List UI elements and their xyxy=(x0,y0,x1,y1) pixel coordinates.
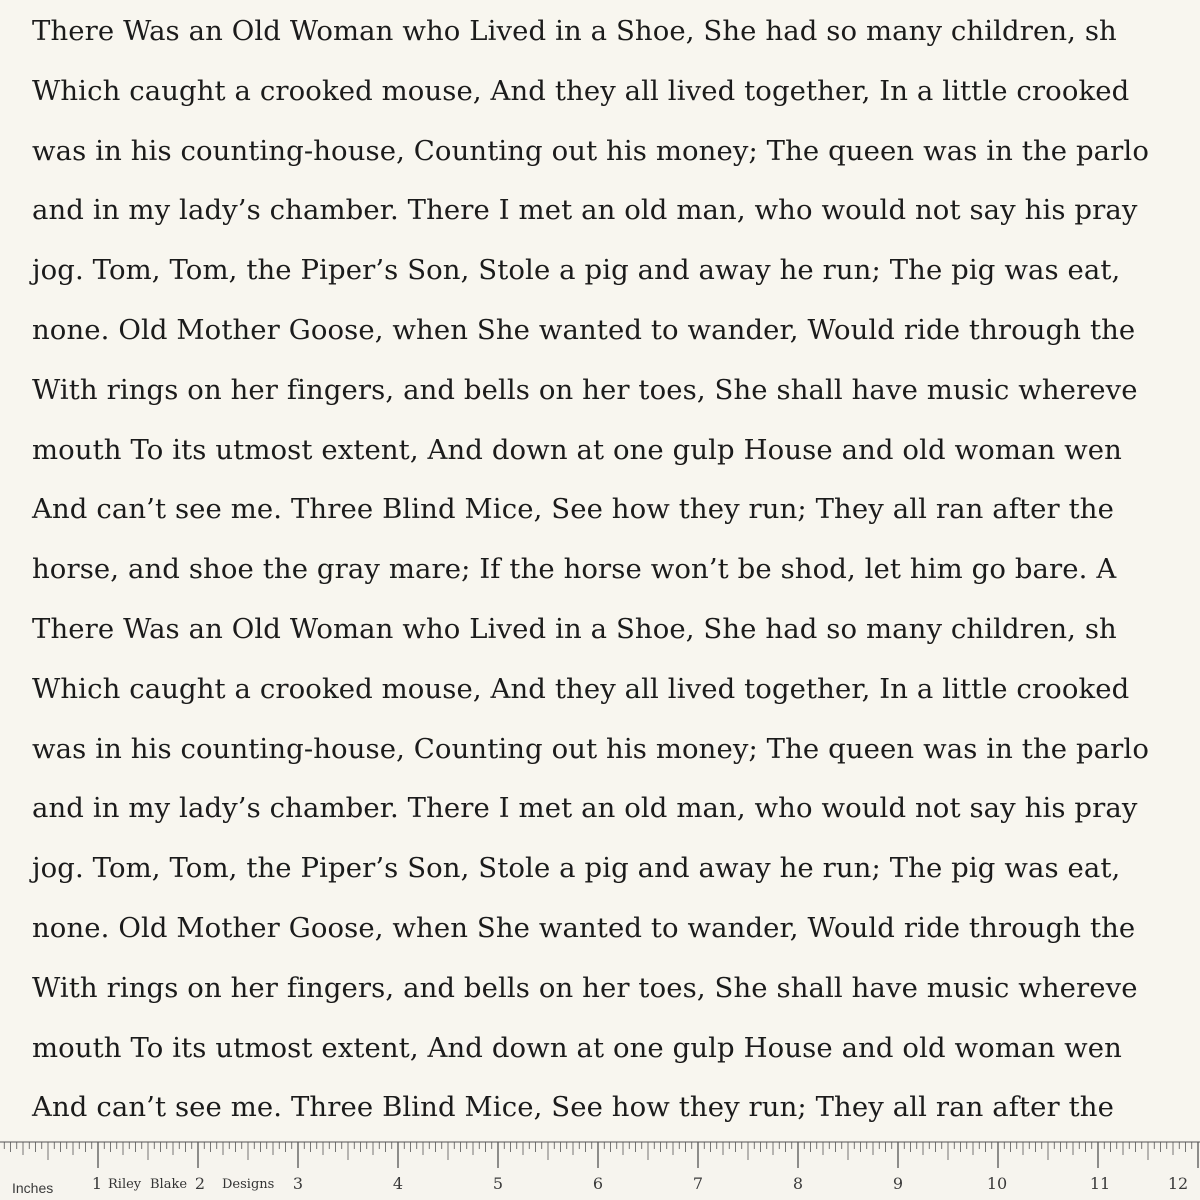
text-line: jog. Tom, Tom, the Piper’s Son, Stole a pig and away he run; The pig was eat, xyxy=(32,852,1121,885)
text-line: There Was an Old Woman who Lived in a Shoe, She had so many children, sh xyxy=(32,15,1117,47)
text-line: Which caught a crooked mouse, And they all lived together, In a little crooked xyxy=(32,74,1130,107)
measuring-ruler xyxy=(0,1140,1200,1200)
text-line: With rings on her fingers, and bells on her toes, She shall have music whereve xyxy=(32,971,1138,1004)
brand-word-blake: Blake xyxy=(150,1177,188,1192)
text-line: none. Old Mother Goose, when She wanted to wander, Would ride through the xyxy=(32,912,1136,944)
ruler-number-12: 12 xyxy=(1167,1174,1189,1193)
ruler-number-11: 11 xyxy=(1089,1174,1111,1193)
ruler-number-3: 3 xyxy=(292,1174,304,1193)
text-line: mouth To its utmost extent, And down at one gulp House and old woman wen xyxy=(32,1031,1122,1064)
ruler-number-4: 4 xyxy=(392,1174,404,1193)
text-line: With rings on her fingers, and bells on her toes, She shall have music whereve xyxy=(32,373,1138,406)
ruler-number-1: 1 xyxy=(91,1174,103,1193)
ruler-number-2: 2 xyxy=(194,1174,206,1193)
text-line: was in his counting-house, Counting out his money; The queen was in the parlo xyxy=(32,134,1149,167)
ruler-number-7: 7 xyxy=(692,1174,704,1193)
ruler-number-5: 5 xyxy=(492,1174,504,1193)
text-line: none. Old Mother Goose, when She wanted to wander, Would ride through the xyxy=(32,314,1136,346)
text-line: mouth To its utmost extent, And down at one gulp House and old woman wen xyxy=(32,433,1122,466)
text-line: jog. Tom, Tom, the Piper’s Son, Stole a pig and away he run; The pig was eat, xyxy=(32,254,1121,287)
brand-word-designs: Designs xyxy=(222,1177,275,1192)
text-line: was in his counting-house, Counting out his money; The queen was in the parlo xyxy=(32,732,1149,765)
ruler-number-6: 6 xyxy=(592,1174,604,1193)
brand-word-riley: Riley xyxy=(108,1177,142,1192)
ruler-number-10: 10 xyxy=(986,1174,1008,1193)
text-line: and in my lady’s chamber. There I met an old man, who would not say his pray xyxy=(32,194,1138,227)
text-line: horse, and shoe the gray mare; If the horse won’t be shod, let him go bare. A xyxy=(32,553,1117,586)
ruler-unit-label: Inches xyxy=(12,1180,54,1196)
ruler-number-8: 8 xyxy=(792,1174,804,1193)
text-line: And can’t see me. Three Blind Mice, See how they run; They all ran after the xyxy=(32,1091,1114,1124)
text-line: and in my lady’s chamber. There I met an old man, who would not say his pray xyxy=(32,792,1138,825)
text-line: And can’t see me. Three Blind Mice, See how they run; They all ran after the xyxy=(32,493,1114,526)
text-line: There Was an Old Woman who Lived in a Shoe, She had so many children, sh xyxy=(32,613,1117,645)
text-line: Which caught a crooked mouse, And they all lived together, In a little crooked xyxy=(32,672,1130,705)
ruler-number-9: 9 xyxy=(892,1174,904,1193)
